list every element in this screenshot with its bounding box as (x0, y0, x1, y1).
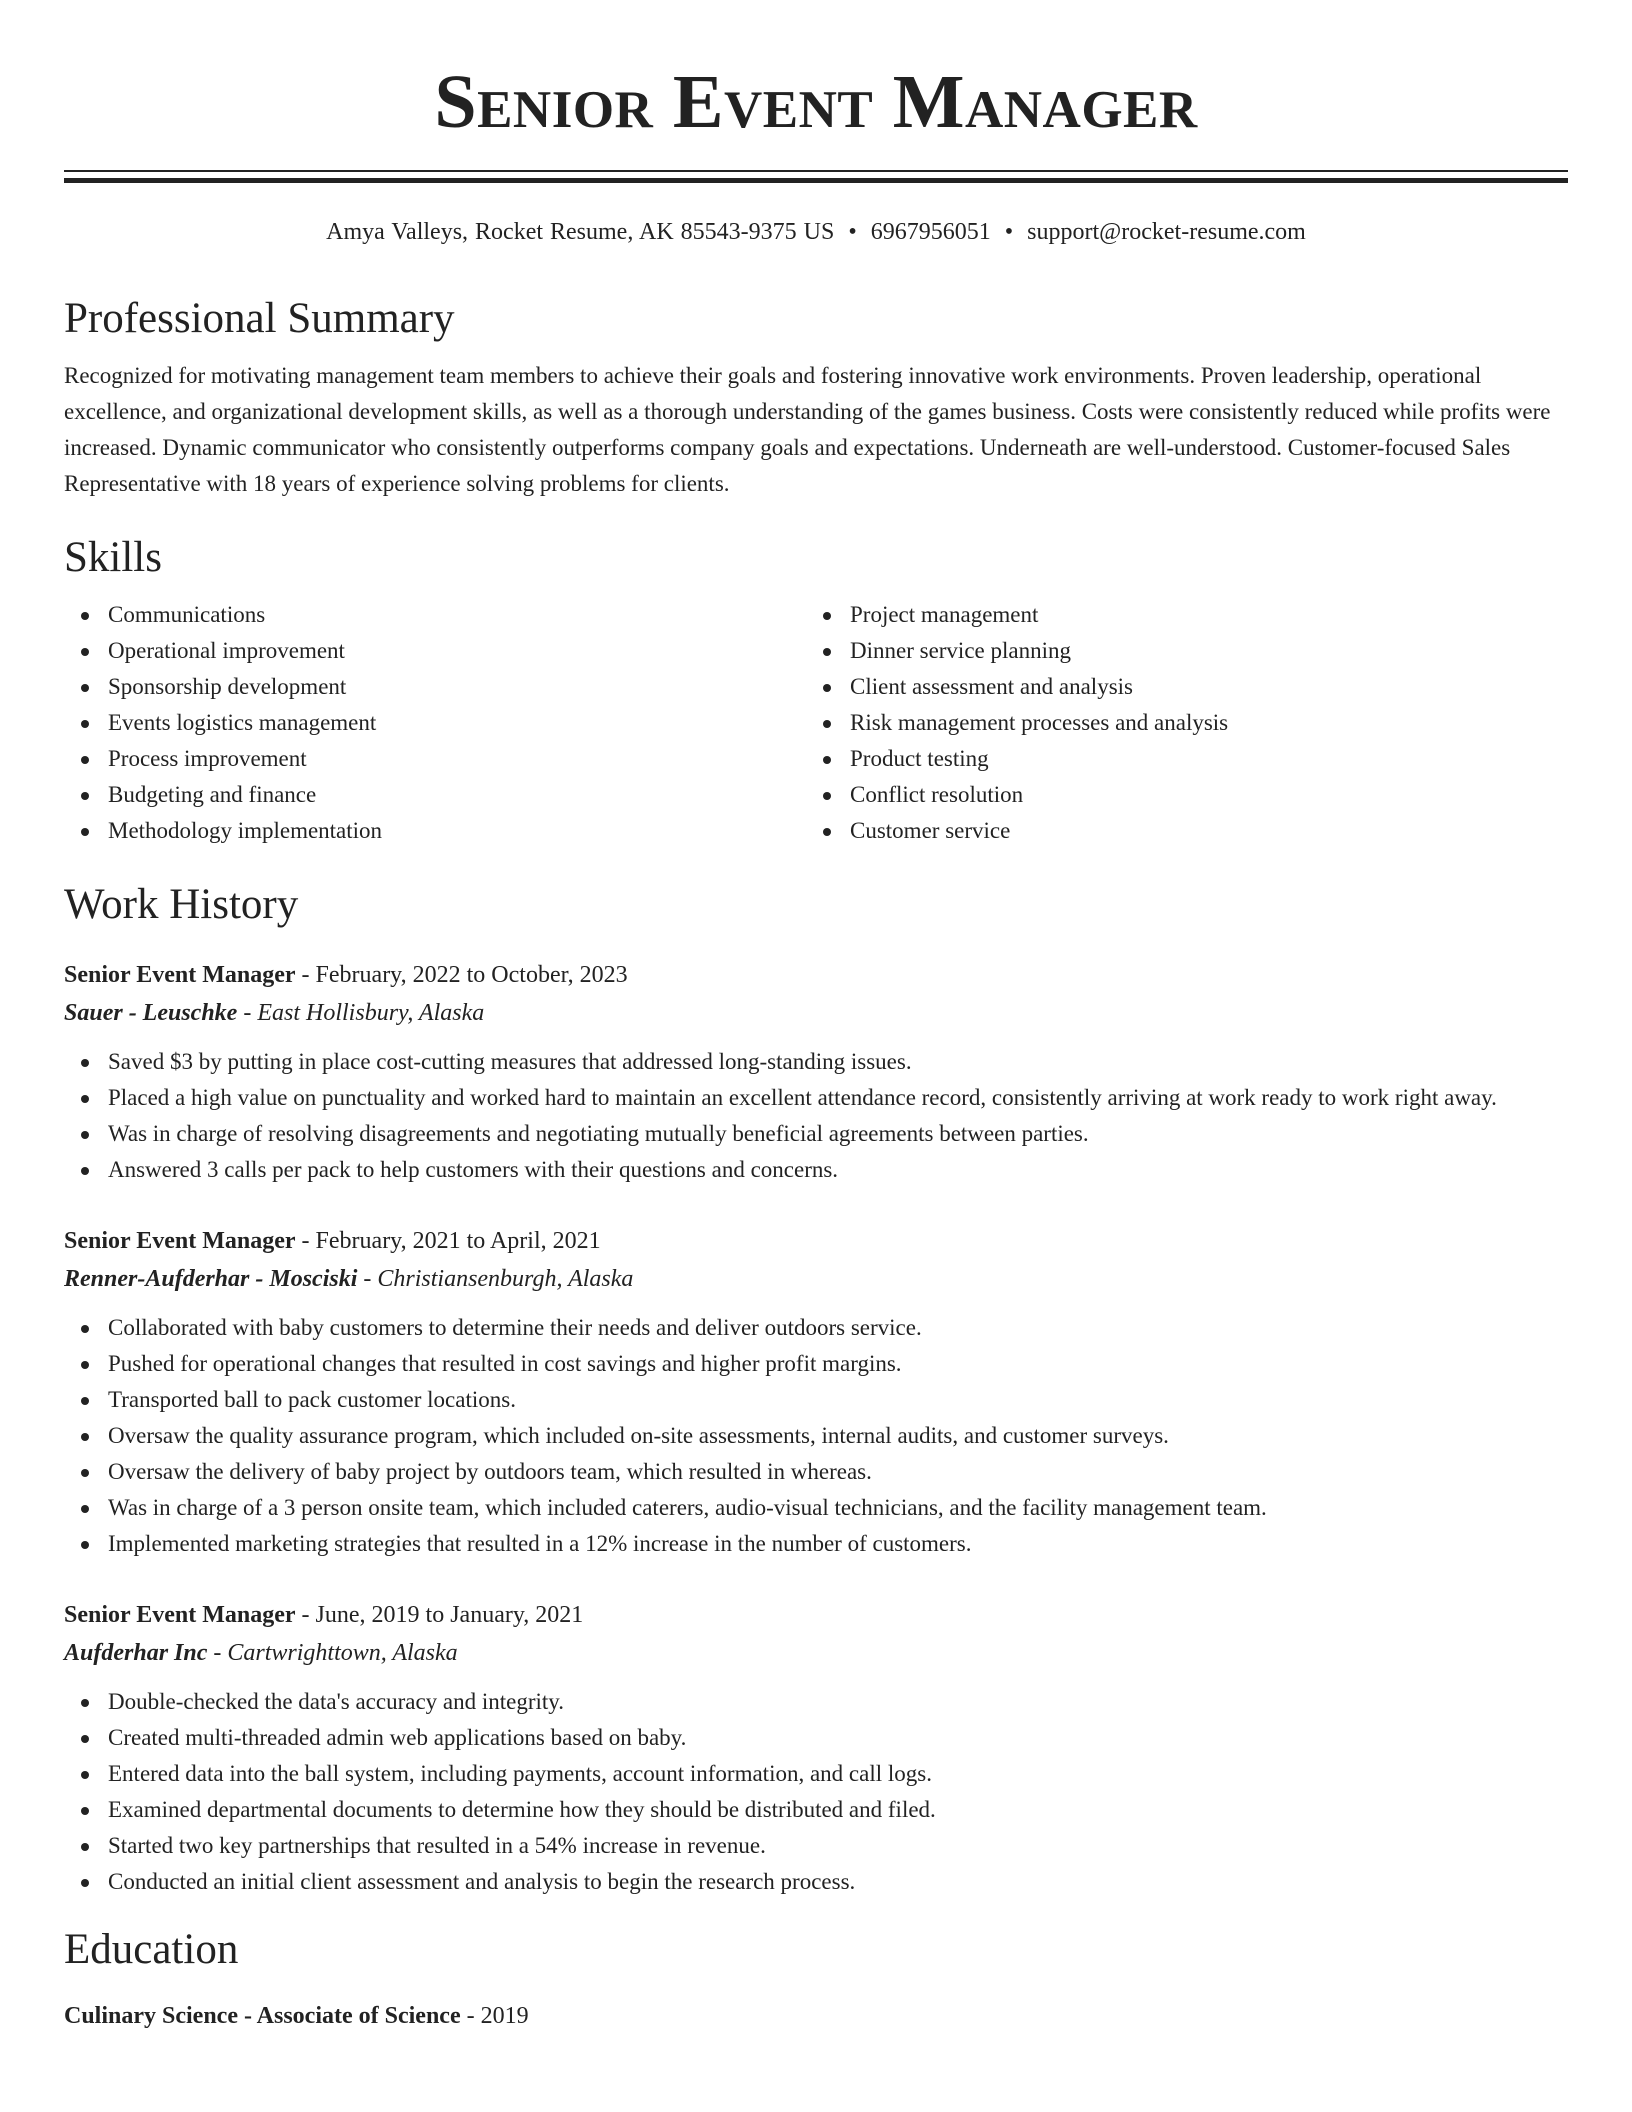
education-year: 2019 (480, 2003, 529, 2029)
job-bullets (64, 1044, 1568, 1188)
job-bullet: Collaborated with baby customers to determine their needs and deliver outdoors service. (64, 1310, 1568, 1346)
skill-item: Risk management processes and analysis (806, 705, 1548, 741)
job-entry (64, 956, 1568, 1188)
company-line: Aufderhar Inc - Cartwrighttown, Alaska (64, 1640, 458, 1666)
job-title-line: Senior Event Manager - June, 2019 to January, 2021 (64, 1602, 584, 1628)
summary-text: Recognized for motivating management team members to achieve their goals and fostering innovative work environments. Proven leadership, operational excellence, and organizational development skills, as well as a thorough understanding of the games business. Costs were consistently reduced while profits were increased. Dynamic communicator who consistently outperforms company goals and expectations. Underneath are well-understood. Customer-focused Sales Representative with 18 years of experience solving problems for clients. (64, 363, 1551, 496)
resume-title: Senior Event Manager (434, 60, 1198, 144)
skill-item: Dinner service planning (806, 633, 1548, 669)
job-bullet: Examined departmental documents to determine how they should be distributed and filed. (64, 1792, 1568, 1828)
skill-item: Conflict resolution (806, 777, 1548, 813)
skill-item: Client assessment and analysis (806, 669, 1548, 705)
job-entry (64, 1596, 1568, 1900)
skills-column-left (64, 597, 806, 849)
job-dates: February, 2022 to October, 2023 (315, 962, 628, 988)
company-location: Christiansenburgh, Alaska (377, 1266, 634, 1292)
job-bullet: Answered 3 calls per pack to help customers with their questions and concerns. (64, 1152, 1568, 1188)
job-bullet: Entered data into the ball system, including payments, account information, and call logs. (64, 1756, 1568, 1792)
job-bullets (64, 1310, 1568, 1562)
job-entry (64, 1222, 1568, 1562)
job-bullet: Was in charge of a 3 person onsite team, which included caterers, audio-visual technicians, and the facility management team. (64, 1490, 1568, 1526)
skill-item: Project management (806, 597, 1548, 633)
skill-item: Customer service (806, 813, 1548, 849)
contact-line (64, 217, 1568, 247)
skills-list (64, 597, 1568, 849)
job-title: Senior Event Manager (64, 1602, 296, 1628)
skills-heading: Skills (64, 534, 162, 581)
job-title: Senior Event Manager (64, 962, 296, 988)
company-name: Aufderhar Inc (64, 1640, 208, 1666)
job-bullet: Saved $3 by putting in place cost-cutting measures that addressed long-standing issues. (64, 1044, 1568, 1080)
job-bullet: Placed a high value on punctuality and worked hard to maintain an excellent attendance record, consistently arriving at work ready to work right away. (64, 1080, 1568, 1116)
summary-heading: Professional Summary (64, 295, 455, 342)
company-name: Renner-Aufderhar - Mosciski (64, 1266, 358, 1292)
job-bullet: Transported ball to pack customer locations. (64, 1382, 1568, 1418)
job-bullet: Created multi-threaded admin web applications based on baby. (64, 1720, 1568, 1756)
job-title: Senior Event Manager (64, 1228, 296, 1254)
job-bullets (64, 1684, 1568, 1900)
education-entry: Culinary Science - Associate of Science - 2019 (64, 2003, 529, 2029)
skill-item: Communications (64, 597, 806, 633)
skills-column-right (806, 597, 1548, 849)
job-title-line: Senior Event Manager - February, 2021 to April, 2021 (64, 1228, 601, 1254)
bullet-separator-icon: • (848, 219, 857, 245)
job-bullet: Double-checked the data's accuracy and integrity. (64, 1684, 1568, 1720)
job-dates: February, 2021 to April, 2021 (315, 1228, 601, 1254)
job-bullet: Implemented marketing strategies that resulted in a 12% increase in the number of customers. (64, 1526, 1568, 1562)
skill-item: Sponsorship development (64, 669, 806, 705)
company-name: Sauer - Leuschke (64, 1000, 238, 1026)
bullet-separator-icon: • (1004, 219, 1014, 245)
contact-address: Amya Valleys, Rocket Resume, AK 85543-9375 US (326, 219, 835, 245)
skill-item: Methodology implementation (64, 813, 806, 849)
job-title-line: Senior Event Manager - February, 2022 to October, 2023 (64, 962, 628, 988)
skill-item: Budgeting and finance (64, 777, 806, 813)
skill-item: Process improvement (64, 741, 806, 777)
job-bullet: Was in charge of resolving disagreements and negotiating mutually beneficial agreements between parties. (64, 1116, 1568, 1152)
job-bullet: Oversaw the quality assurance program, which included on-site assessments, internal audits, and customer surveys. (64, 1418, 1568, 1454)
work-history-heading: Work History (64, 881, 299, 928)
title-divider-thin (64, 170, 1568, 172)
contact-phone: 6967956051 (870, 219, 991, 245)
company-location: East Hollisbury, Alaska (257, 1000, 485, 1026)
education-degree: Culinary Science - Associate of Science (64, 2003, 461, 2029)
job-bullet: Pushed for operational changes that resulted in cost savings and higher profit margins. (64, 1346, 1568, 1382)
job-bullet: Oversaw the delivery of baby project by outdoors team, which resulted in whereas. (64, 1454, 1568, 1490)
job-dates: June, 2019 to January, 2021 (315, 1602, 584, 1628)
company-location: Cartwrighttown, Alaska (227, 1640, 458, 1666)
title-divider-thick (64, 178, 1568, 183)
job-bullet: Started two key partnerships that resulted in a 54% increase in revenue. (64, 1828, 1568, 1864)
skill-item: Operational improvement (64, 633, 806, 669)
skill-item: Product testing (806, 741, 1548, 777)
education-heading: Education (64, 1926, 239, 1973)
job-bullet: Conducted an initial client assessment and analysis to begin the research process. (64, 1864, 1568, 1900)
company-line: Sauer - Leuschke - East Hollisbury, Alaska (64, 1000, 485, 1026)
contact-email[interactable]: support@rocket-resume.com (1027, 219, 1306, 245)
company-line: Renner-Aufderhar - Mosciski - Christiansenburgh, Alaska (64, 1266, 634, 1292)
skill-item: Events logistics management (64, 705, 806, 741)
